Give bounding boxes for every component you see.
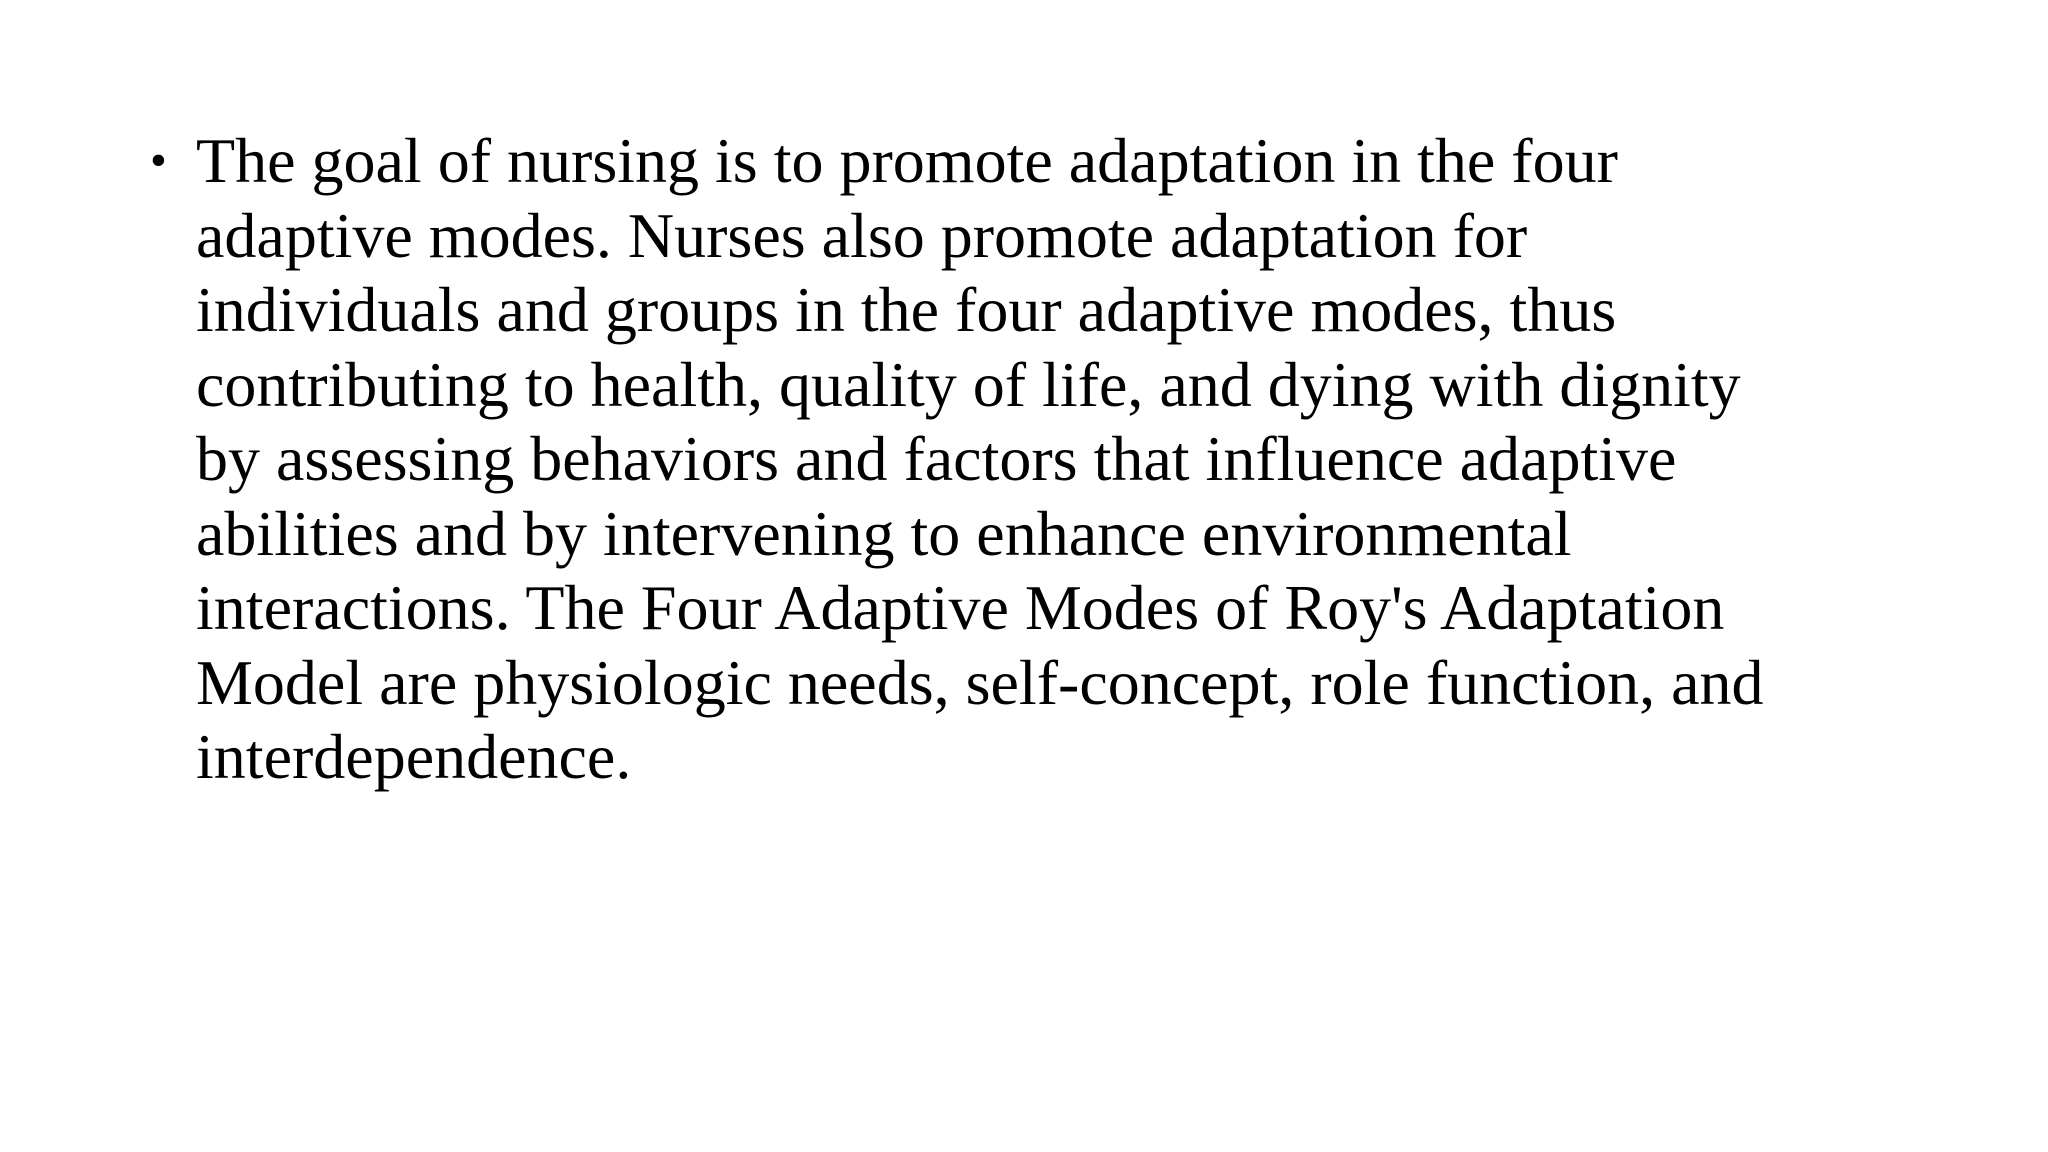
paragraph-line: adaptive modes. Nurses also promote adaptation for — [196, 199, 1528, 271]
paragraph-line: individuals and groups in the four adaptive modes, thus — [196, 274, 1617, 345]
paragraph-line: Model are physiologic needs, self-concept, role function, and — [196, 646, 1764, 718]
bullet-icon: • — [150, 134, 167, 187]
paragraph-line: by assessing behaviors and factors that influence adaptive — [196, 423, 1677, 494]
paragraph-line: The goal of nursing is to promote adaptation in the four — [196, 125, 1618, 196]
bullet-list — [150, 124, 1930, 795]
paragraph-line: abilities and by intervening to enhance environmental — [196, 497, 1572, 569]
paragraph-line: interactions. The Four Adaptive Modes of Roy's Adaptation — [196, 572, 1725, 643]
paragraph-line: contributing to health, quality of life, and dying with dignity — [196, 348, 1741, 420]
bullet-item — [150, 124, 1930, 795]
paragraph-line: interdependence. — [196, 721, 632, 792]
